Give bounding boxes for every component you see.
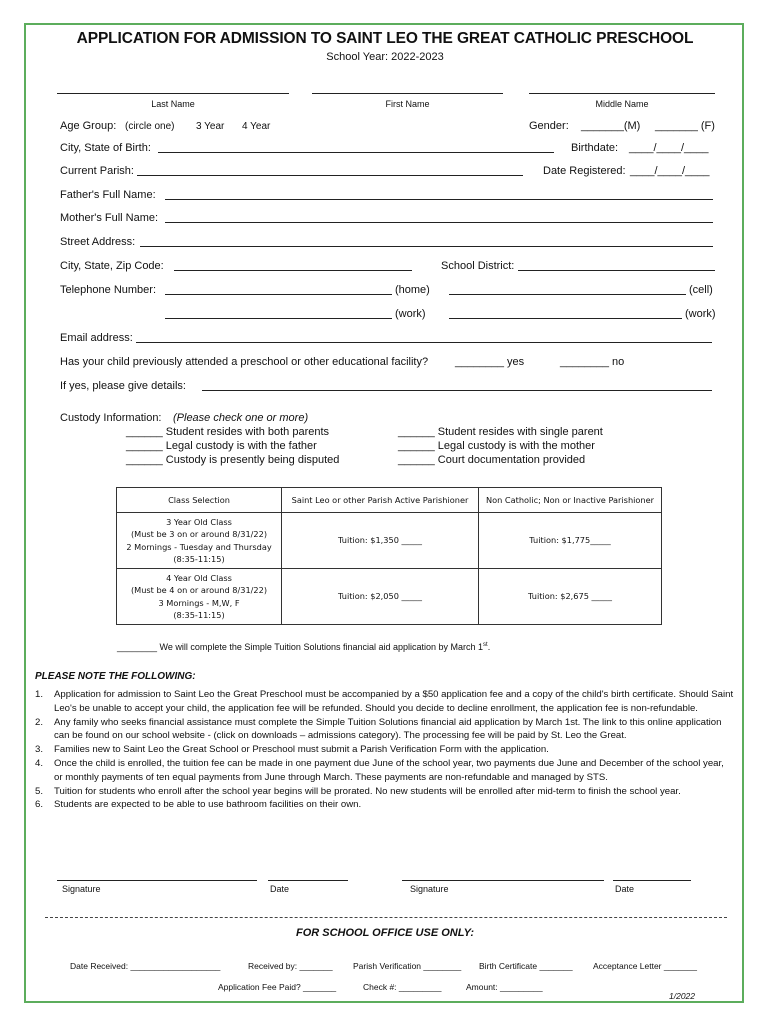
- parish-label: Current Parish:: [60, 165, 134, 177]
- phone-label: Telephone Number:: [60, 284, 157, 296]
- gender-label: Gender:: [529, 120, 569, 132]
- tuition-parishioner-3yr[interactable]: Tuition: $1,350 _____: [282, 513, 479, 569]
- custody-hint: (Please check one or more): [173, 412, 309, 424]
- tuition-non-parishioner-3yr[interactable]: Tuition: $1,775_____: [479, 513, 662, 569]
- note-number: 6.: [35, 799, 44, 811]
- date-received-field[interactable]: Date Received: ___________________: [70, 961, 221, 971]
- middle-name-line[interactable]: [529, 93, 715, 94]
- district-label: School District:: [441, 260, 515, 272]
- list-item: [35, 757, 735, 785]
- birth-certificate-field[interactable]: Birth Certificate _______: [479, 961, 573, 971]
- note-number: 4.: [35, 757, 44, 769]
- parish-line[interactable]: [137, 175, 523, 176]
- city-zip-label: City, State, Zip Code:: [60, 260, 164, 272]
- city-zip-line[interactable]: [174, 270, 412, 271]
- street-line[interactable]: [140, 246, 713, 247]
- class-cell-3yr: [117, 513, 282, 569]
- details-label: If yes, please give details:: [60, 380, 186, 392]
- email-line[interactable]: [136, 342, 712, 343]
- received-by-field[interactable]: Received by: _______: [248, 961, 333, 971]
- class-name: 3 Year Old Class: [166, 516, 232, 527]
- street-label: Street Address:: [60, 236, 136, 248]
- father-line[interactable]: [165, 199, 713, 200]
- note-number: 3.: [35, 744, 44, 756]
- note-text: Students are expected to be able to use bathroom facilities on their own.: [54, 799, 362, 811]
- mother-label: Mother's Full Name:: [60, 212, 159, 224]
- attended-no[interactable]: ________ no: [560, 356, 625, 368]
- financial-aid-sup: st: [483, 642, 488, 648]
- notes-list: [35, 688, 735, 812]
- city-birth-line[interactable]: [158, 152, 554, 153]
- city-birth-label: City, State of Birth:: [60, 142, 151, 154]
- divider: [45, 917, 727, 918]
- tuition-table: [116, 487, 662, 625]
- signature-line-1[interactable]: [57, 880, 257, 881]
- financial-aid-statement[interactable]: [117, 642, 490, 652]
- email-label: Email address:: [60, 332, 133, 344]
- list-item: [35, 688, 735, 716]
- parish-verification-field[interactable]: Parish Verification ________: [353, 961, 462, 971]
- date-label-1: Date: [270, 884, 290, 894]
- header-class-selection: Class Selection: [117, 488, 282, 513]
- note-number: 5.: [35, 785, 44, 797]
- signature-line-2[interactable]: [402, 880, 604, 881]
- header-non-parishioner: Non Catholic; Non or Inactive Parishioner: [479, 488, 662, 513]
- fee-paid-field[interactable]: Application Fee Paid? _______: [218, 982, 337, 992]
- custody-father[interactable]: ______ Legal custody is with the father: [126, 440, 317, 452]
- tuition-non-parishioner-4yr[interactable]: Tuition: $2,675 _____: [479, 569, 662, 625]
- signature-label-1: Signature: [62, 884, 101, 894]
- school-year: School Year: 2022-2023: [326, 51, 444, 63]
- class-time: (8:35-11:15): [173, 610, 225, 620]
- list-item: [35, 798, 735, 812]
- note-number: 2.: [35, 716, 44, 728]
- list-item: [35, 743, 735, 757]
- attended-question: Has your child previously attended a preschool or other educational facility?: [60, 356, 429, 368]
- work-phone-line-2[interactable]: [449, 318, 682, 319]
- cell-phone-line[interactable]: [449, 294, 686, 295]
- note-text: Tuition for students who enroll after the school year begins will be prorated. No new students will be enrolled after mid-term to finish the school year.: [54, 785, 681, 797]
- age-group-hint: (circle one): [125, 121, 175, 132]
- father-label: Father's Full Name:: [60, 189, 156, 201]
- home-phone-line[interactable]: [165, 294, 392, 295]
- check-number-field[interactable]: Check #: _________: [363, 982, 442, 992]
- date-line-1[interactable]: [268, 880, 348, 881]
- notes-heading: PLEASE NOTE THE FOLLOWING:: [35, 671, 196, 682]
- amount-field[interactable]: Amount: _________: [466, 982, 543, 992]
- first-name-label: First Name: [385, 99, 430, 109]
- table-row: [117, 513, 662, 569]
- first-name-line[interactable]: [312, 93, 503, 94]
- date-registered-field[interactable]: ____/____/____: [630, 165, 710, 177]
- age-option-4[interactable]: 4 Year: [242, 121, 271, 132]
- gender-female-field[interactable]: _______ (F): [655, 120, 715, 132]
- financial-aid-end: .: [487, 642, 491, 652]
- class-time: (8:35-11:15): [173, 554, 225, 564]
- page-title: APPLICATION FOR ADMISSION TO SAINT LEO THE GREAT CATHOLIC PRESCHOOL: [76, 30, 694, 47]
- birthdate-label: Birthdate:: [571, 142, 619, 154]
- custody-both-parents[interactable]: ______ Student resides with both parents: [126, 426, 330, 438]
- date-line-2[interactable]: [613, 880, 691, 881]
- birthdate-field[interactable]: ____/____/____: [629, 142, 709, 154]
- class-name: 4 Year Old Class: [166, 572, 232, 583]
- home-label: (home): [395, 284, 430, 296]
- class-age-req: (Must be 3 on or around 8/31/22): [130, 529, 268, 539]
- age-group-label: Age Group:: [60, 120, 117, 132]
- note-text: Application for admission to Saint Leo the Great Preschool must be accompanied by a $50 application fee and a copy of the child's birth certificate. Should Saint Leo's be unable to accept your child, the application fee will be refunded. Should you decide to decline enrollment, the application fee is non-refundable.: [54, 689, 734, 714]
- date-label-2: Date: [615, 884, 635, 894]
- financial-aid-text: ________ We will complete the Simple Tuition Solutions financial aid application by March 1: [117, 642, 484, 652]
- custody-disputed[interactable]: ______ Custody is presently being disputed: [126, 454, 340, 466]
- note-number: 1.: [35, 689, 44, 700]
- middle-name-label: Middle Name: [595, 99, 649, 109]
- office-heading: FOR SCHOOL OFFICE USE ONLY:: [295, 927, 475, 939]
- tuition-parishioner-4yr[interactable]: Tuition: $2,050 _____: [282, 569, 479, 625]
- district-line[interactable]: [518, 270, 715, 271]
- list-item: [35, 785, 735, 799]
- mother-line[interactable]: [165, 222, 713, 223]
- class-cell-4yr: [117, 569, 282, 625]
- last-name-label: Last Name: [151, 99, 195, 109]
- work-label-2: (work): [685, 308, 716, 320]
- gender-male-field[interactable]: _______(M): [581, 120, 641, 132]
- list-item: [35, 716, 735, 744]
- revision-date: 1/2022: [669, 991, 695, 1001]
- custody-court-docs[interactable]: ______ Court documentation provided: [398, 454, 586, 466]
- custody-single-parent[interactable]: ______ Student resides with single parent: [398, 426, 603, 438]
- work-phone-line-1[interactable]: [165, 318, 392, 319]
- custody-mother[interactable]: ______ Legal custody is with the mother: [398, 440, 595, 452]
- signature-label-2: Signature: [410, 884, 449, 894]
- work-label-1: (work): [395, 308, 426, 320]
- class-days: 2 Mornings - Tuesday and Thursday: [126, 541, 272, 552]
- acceptance-letter-field[interactable]: Acceptance Letter _______: [593, 961, 697, 971]
- class-days: 3 Mornings - M,W, F: [158, 597, 240, 608]
- note-text: Families new to Saint Leo the Great School or Preschool must submit a Parish Verification Form with the application.: [54, 744, 549, 756]
- date-registered-label: Date Registered:: [543, 165, 626, 177]
- tuition-header-row: [117, 488, 662, 513]
- note-text: Any family who seeks financial assistance must complete the Simple Tuition Solutions financial aid application by March 1st. The link to this online application can be found on our school website - (click on downloads – admissions category). The processing fee will be paid by St. Leo the Great.: [54, 716, 722, 742]
- note-text: Once the child is enrolled, the tuition fee can be made in one payment due June of the school year, two payments due June and December of the school year, or monthly payments of ten equal payments from June through March. These payments are non-refundable and managed by STS.: [54, 757, 724, 783]
- custody-label: Custody Information:: [60, 412, 162, 424]
- class-age-req: (Must be 4 on or around 8/31/22): [130, 585, 268, 595]
- last-name-line[interactable]: [57, 93, 289, 94]
- table-row: [117, 569, 662, 625]
- cell-label: (cell): [689, 284, 713, 296]
- age-option-3[interactable]: 3 Year: [196, 121, 225, 132]
- details-line[interactable]: [202, 390, 712, 391]
- header-parishioner: Saint Leo or other Parish Active Parishioner: [282, 488, 479, 513]
- attended-yes[interactable]: ________ yes: [455, 356, 525, 368]
